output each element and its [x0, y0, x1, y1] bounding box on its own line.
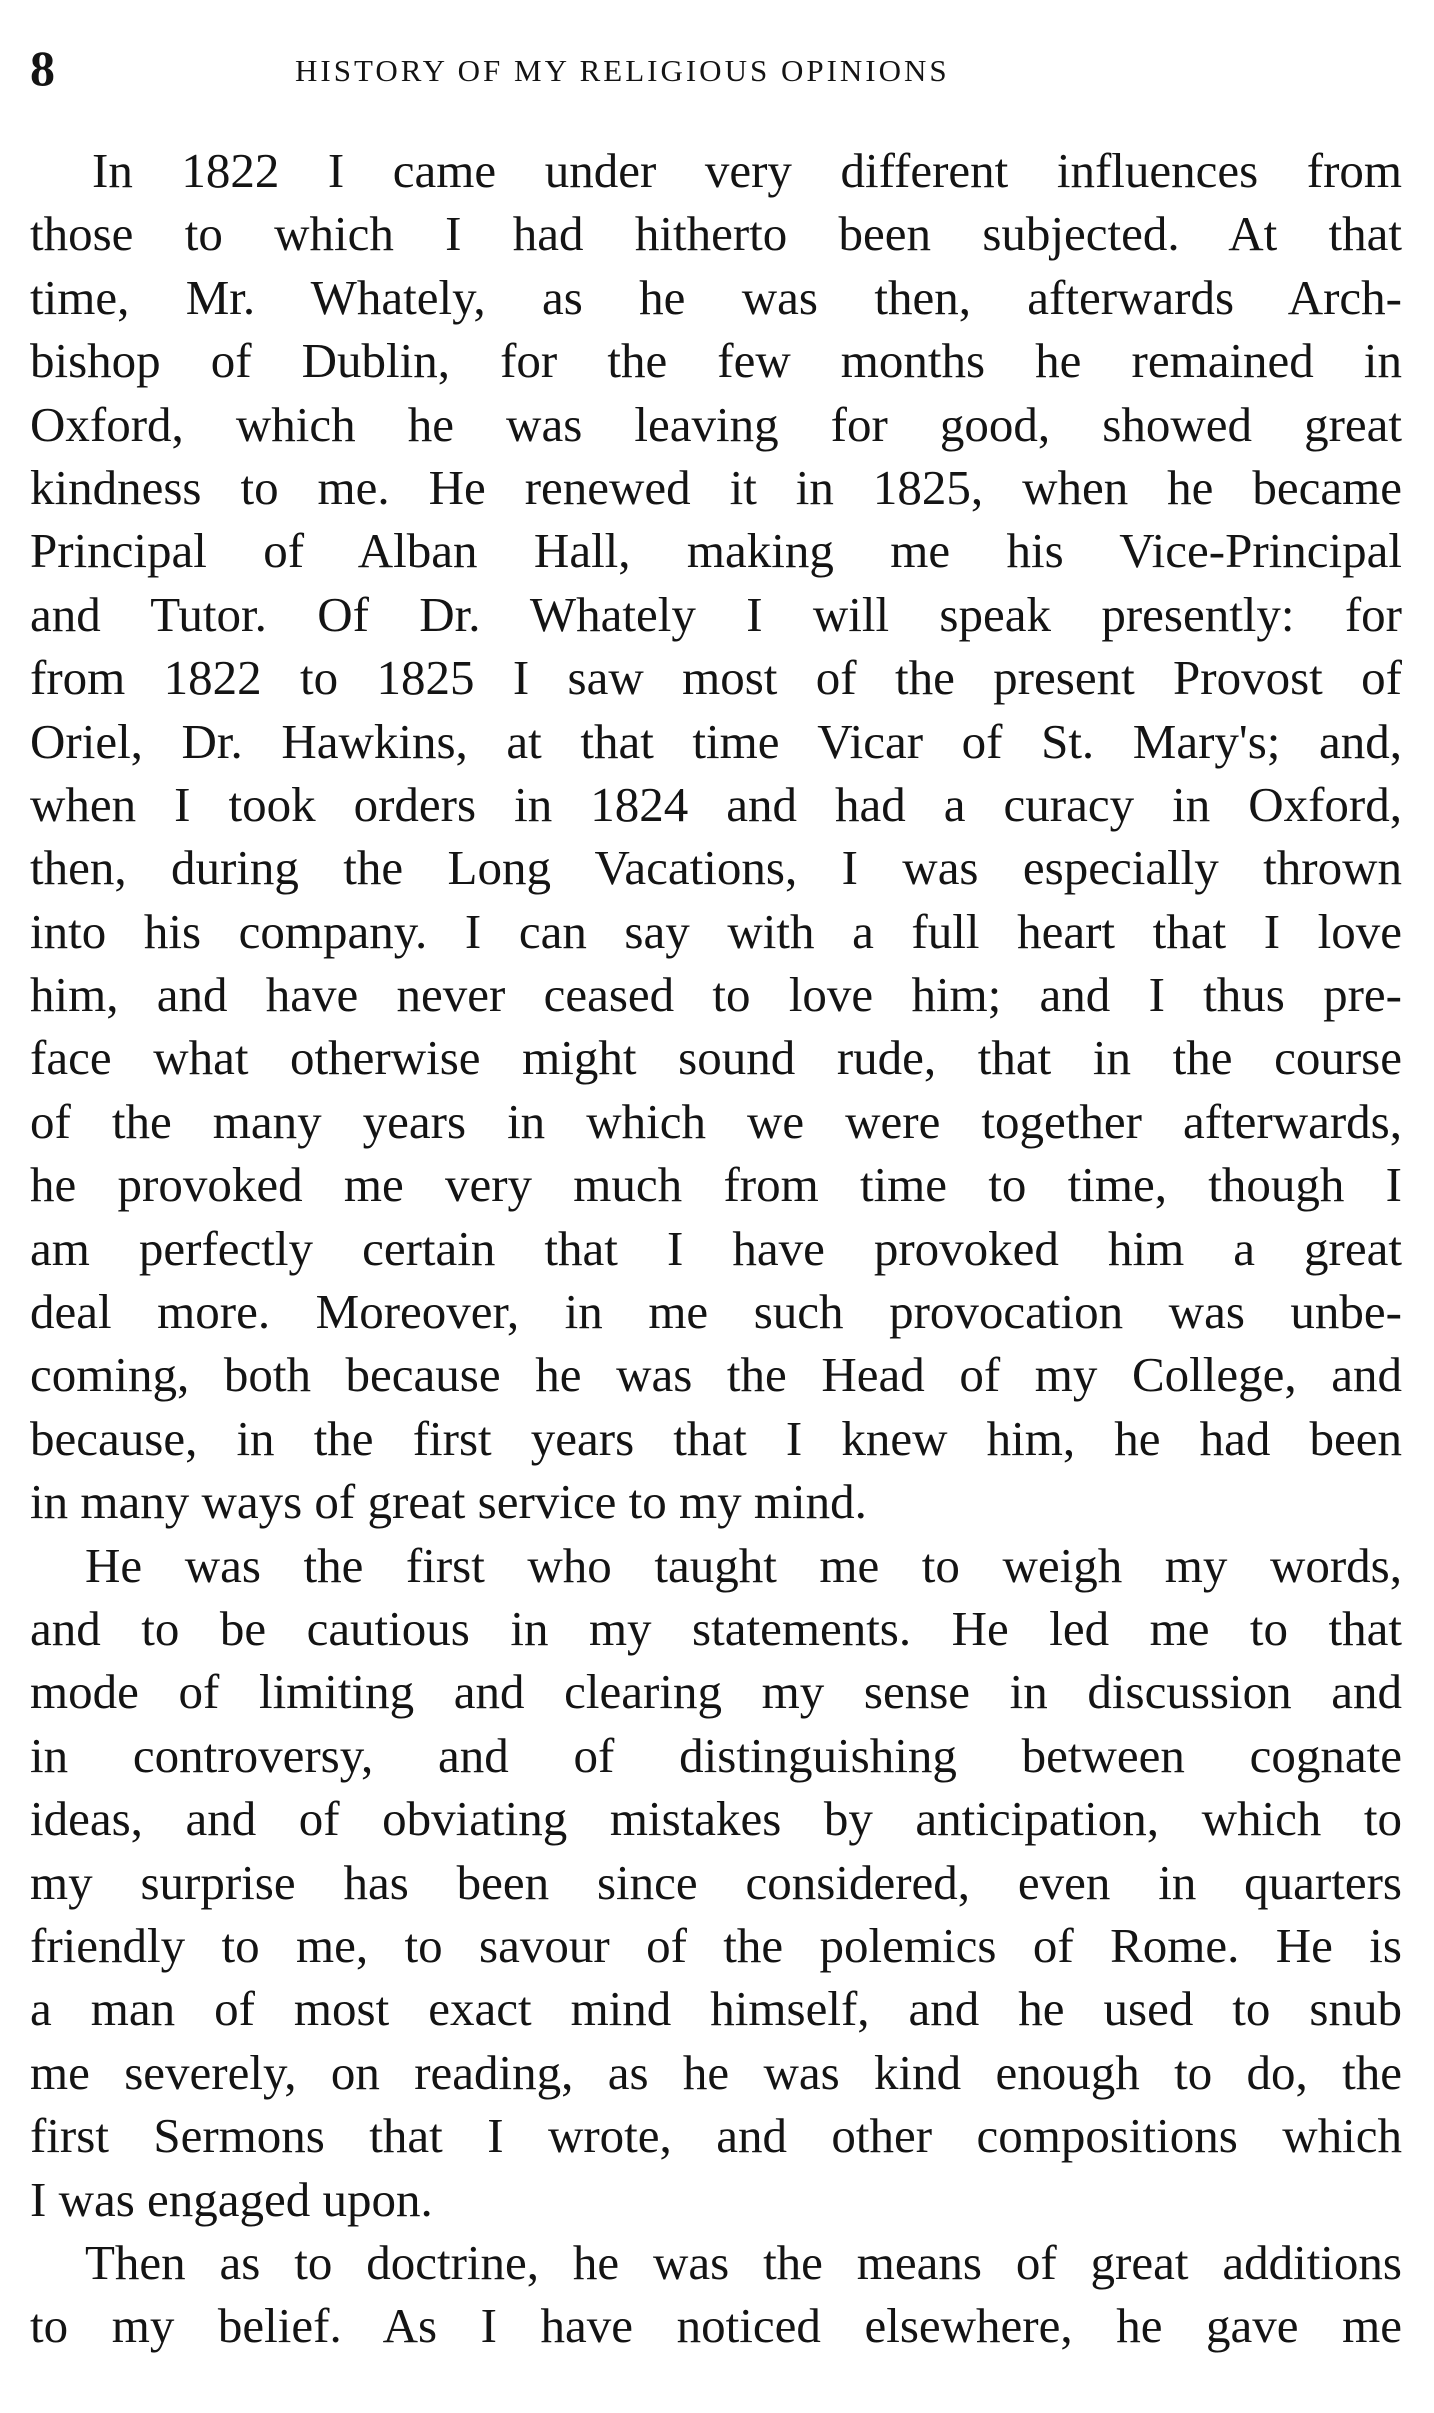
text-line: kindness to me. He renewed it in 1825, when he became [30, 459, 1402, 515]
text-line: those to which I had hitherto been subjected. At that [30, 206, 1402, 262]
text-line: into his company. I can say with a full heart that I love [30, 903, 1402, 959]
text-line: in many ways of great service to my mind. [30, 1474, 867, 1530]
text-line: he provoked me very much from time to time, though I [30, 1157, 1402, 1213]
text-line: him, and have never ceased to love him; and I thus pre- [30, 967, 1402, 1023]
text-line: my surprise has been since considered, even in quarters [30, 1854, 1402, 1910]
page-number: 8 [30, 40, 55, 96]
text-line: I was engaged upon. [30, 2171, 433, 2227]
text-line: mode of limiting and clearing my sense in discussion and [30, 1664, 1402, 1720]
text-line: ideas, and of obviating mistakes by anticipation, which to [30, 1791, 1402, 1847]
text-line: bishop of Dublin, for the few months he remained in [30, 333, 1402, 389]
text-line: In 1822 I came under very different influences from [92, 143, 1402, 198]
text-line: and to be cautious in my statements. He led me to that [30, 1600, 1402, 1656]
text-line: me severely, on reading, as he was kind enough to do, the [30, 2044, 1402, 2100]
text-line: time, Mr. Whately, as he was then, afterwards Arch- [30, 269, 1402, 325]
text-line: Oriel, Dr. Hawkins, at that time Vicar of St. Mary's; and, [30, 713, 1402, 769]
text-line: deal more. Moreover, in me such provocation was unbe- [30, 1284, 1402, 1340]
text-line: of the many years in which we were together afterwards, [30, 1093, 1402, 1149]
running-head-title: HISTORY OF MY RELIGIOUS OPINIONS [295, 53, 950, 88]
text-line: Oxford, which he was leaving for good, showed great [30, 396, 1402, 452]
text-line: then, during the Long Vacations, I was especially thrown [30, 840, 1402, 896]
text-line: a man of most exact mind himself, and he used to snub [30, 1981, 1402, 2037]
text-line: first Sermons that I wrote, and other compositions which [30, 2108, 1402, 2164]
text-line: Principal of Alban Hall, making me his Vice-Principal [30, 523, 1402, 579]
text-line: because, in the first years that I knew him, he had been [30, 1410, 1402, 1466]
text-line: Then as to doctrine, he was the means of great additions [85, 2234, 1402, 2290]
text-line: to my belief. As I have noticed elsewhere, he gave me [30, 2298, 1402, 2354]
body-text [30, 139, 1402, 2358]
text-line: from 1822 to 1825 I saw most of the present Provost of [30, 650, 1402, 706]
text-line: am perfectly certain that I have provoked him a great [30, 1220, 1402, 1276]
text-line: friendly to me, to savour of the polemics of Rome. He is [30, 1917, 1402, 1973]
text-line: face what otherwise might sound rude, that in the course [30, 1030, 1402, 1086]
text-line: He was the first who taught me to weigh my words, [85, 1537, 1402, 1593]
text-line: and Tutor. Of Dr. Whately I will speak presently: for [30, 586, 1402, 642]
text-line: coming, both because he was the Head of my College, and [30, 1347, 1402, 1403]
text-line: in controversy, and of distinguishing between cognate [30, 1727, 1402, 1783]
text-line: when I took orders in 1824 and had a curacy in Oxford, [30, 776, 1402, 832]
running-head [30, 38, 1410, 98]
